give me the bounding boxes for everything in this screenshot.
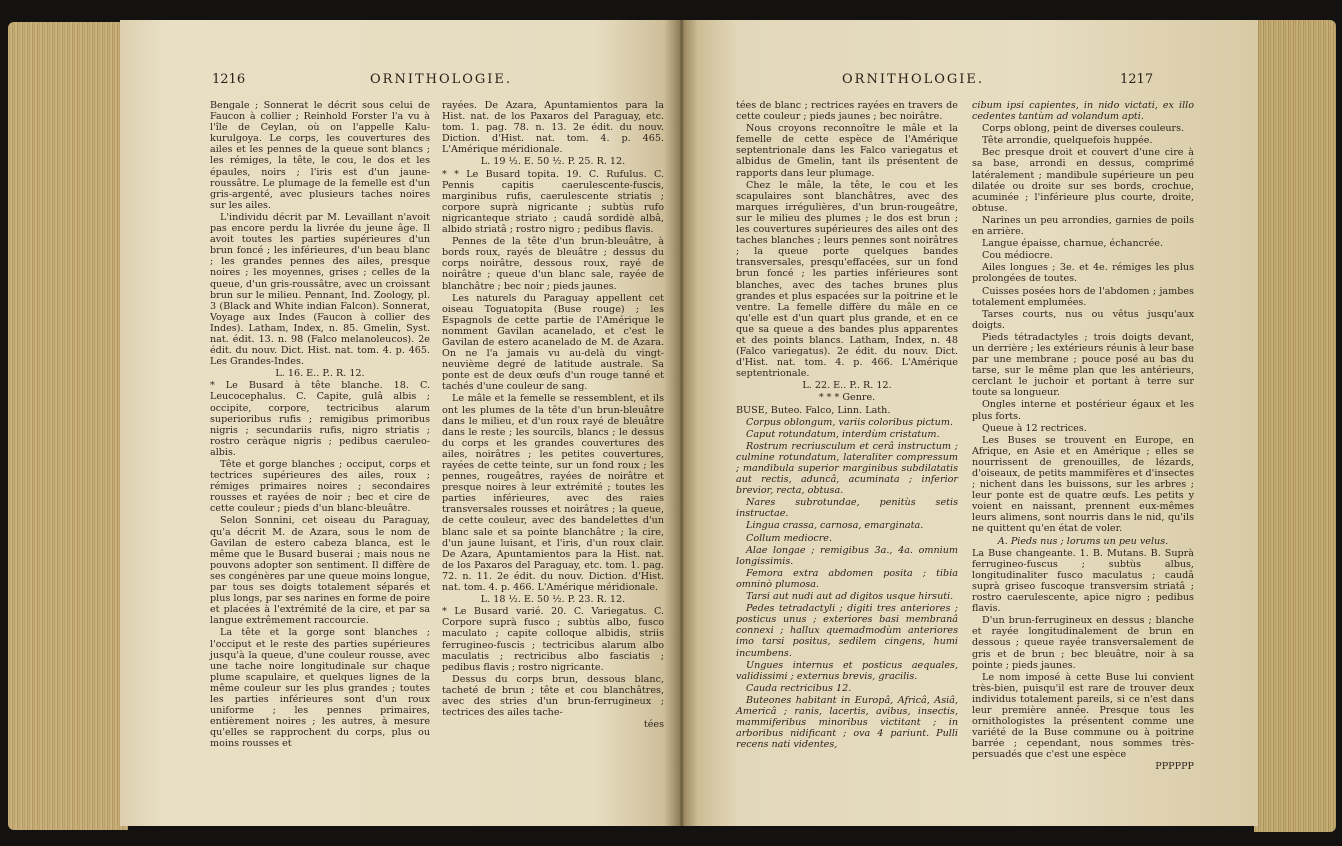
right-page-edges [1254, 20, 1336, 832]
right-column-2 [972, 100, 1194, 774]
paragraph: rayées. De Azara, Apuntamientos para la Hist. nat. de los Paxaros del Paraguay, etc. tom. 1. pag. 78. n. 13. 2e édit. du nouv. Diction. d'Hist. nat. tom. 4. p. 465. L'Amérique méridionale. [442, 100, 664, 156]
paragraph: Pennes de la tête d'un brun-bleuâtre, à bords roux, rayés de bleuâtre ; dessus du corps noirâtre, dessous roux, rayé de noirâtre ; queue d'un blanc sale, rayée de blanchâtre ; bec noir ; pieds jaunes. [442, 236, 664, 292]
latin-line: Tarsi aut nudi aut ad digitos usque hirsuti. [746, 591, 954, 603]
paragraph: Les naturels du Paraguay appellent cet oiseau Toguatopita (Buse rouge) ; les Espagnols de cette partie de l'Amérique le nomment Gavilan acanelado, et c'est le Gavilan de estero acanelado de M. de Azara. On ne l'a jamais vu au-delà du vingt-neuvième degré de latitude australe. Sa ponte est de deux œufs d'un rouge tanné et tachés d'une couleur de sang. [442, 292, 664, 393]
paragraph: Ailes longues ; 3e. et 4e. rémiges les plus prolongées de toutes. [972, 262, 1194, 285]
latin-line: Alae longae ; remigibus 3a., 4a. omnium longissimis. [736, 544, 958, 567]
paragraph: D'un brun-ferrugineux en dessus ; blanche et rayée longitudinalement de brun en dessous ; queue rayée transversalement de gris et de brun ; bec bleuâtre, noir à sa pointe ; pieds jaunes. [972, 615, 1194, 671]
section-heading: A. Pieds nus ; lorums un peu velus. [997, 535, 1169, 547]
latin-line: Collum mediocre. [746, 532, 833, 544]
left-page-edges [8, 22, 128, 830]
paragraph: Le mâle et la femelle se ressemblent, et ils ont les plumes de la tête d'un brun-bleuâtre dans le milieu, et d'un roux rayé de bleuâtre dans le reste ; les sourcils, blancs ; le dessus du corps et les grandes couvertures des ailes, noirâtres ; les petites couvertures, rayées de cette teinte, sur un fond roux ; les pennes, rougeâtres, rayées de noirâtre et presque noires à leur extrémité ; toutes les parties inférieures, avec des raies transversales rousses et noirâtres ; la queue, de cette couleur, avec des bandelettes d'un blanc sale et sa pointe blanchâtre ; la cire, d'un jaune luisant, et l'iris, d'un roux clair. De Azara, Apuntamientos para la Hist. nat. de los Paxaros del Paraguay, etc. tom. 1. pag. 72. n. 11. 2e édit. du nouv. Diction. d'Hist. nat. tom. 4. p. 466. L'Amérique méridionale. [442, 393, 664, 594]
right-page-number: 1217 [1120, 72, 1154, 87]
species-heading: * Le Busard varié. 20. C. Variegatus. C. Corpore suprà fusco ; subtùs albo, fusco maculato ; capite colloque albidis, striis ferrugineo-fuscis ; tectricibus alarum albo maculatis ; rectricibus albo fasciatis ; pedibus flavis ; rostro nigricante. [442, 606, 664, 673]
paragraph: Chez le mâle, la tête, le cou et les scapulaires sont blanchâtres, avec des marques irrégulières, d'un brun-rougeâtre, sur le milieu des plumes ; le dos est brun ; les couvertures supérieures des ailes ont des taches blanches ; leurs pennes sont noirâtres ; la queue porte quelques bandes transversales, presqu'effacées, sur un fond brun foncé ; les parties inférieures sont blanches, avec des taches brunes plus grandes et plus espacées sur la poitrine et le ventre. La femelle diffère du mâle en ce qu'elle est d'un quart plus grande, et en ce que sa queue a des bandes plus apparentes et des points blancs. Latham, Index, n. 48 (Falco variegatus). 2e édit. du nouv. Dict. d'Hist. nat. tom. 4. p. 466. L'Amérique septentrionale. [736, 179, 958, 380]
paragraph: Dessus du corps brun, dessous blanc, tacheté de brun ; tête et cou blanchâtres, avec des stries d'un brun-ferrugineux ; tectrices des ailes tache- [442, 673, 664, 719]
left-column-1 [210, 100, 430, 750]
latin-line: Nares subrotundae, penitùs setis instructae. [736, 497, 958, 520]
species-heading: La Buse changeante. 1. B. Mutans. B. Suprà ferrugineo-fuscus ; subtùs albus, longitudinaliter fusco maculatus ; caudâ suprà griseo fuscoque transversim striatâ ; rostro caerulescente, apice nigro ; pedibus flavis. [972, 547, 1194, 615]
paragraph: Langue épaisse, charnue, échancrée. [982, 238, 1164, 250]
paragraph: Selon Sonnini, cet oiseau du Paraguay, qu'a décrit M. de Azara, sous le nom de Gavilan de estero cabeza blanca, est le même que le Busard buserai ; mais nous ne pouvons adopter son sentiment. Il diffère de ses congénères par une queue moins longue, par tous ses doigts totalement séparés et plus longs, par ses narines en forme de poire et placées à l'extrémité de la cire, et par sa langue extrêmement raccourcie. [210, 515, 430, 627]
latin-line: Corpus oblongum, variis coloribus pictum. [746, 416, 953, 428]
paragraph: Nous croyons reconnoître le mâle et la femelle de cette espèce de l'Amérique septentrionale dans les Falco variegatus et albidus de Gmelin, tant ils présentent de rapports dans leur plumage. [736, 123, 958, 179]
paragraph: Ongles interne et postérieur égaux et les plus forts. [972, 399, 1194, 422]
species-heading: * Le Busard à tête blanche. 18. C. Leucocephalus. C. Capite, gulâ albis ; occipite, corpore, tectricibus alarum superioribus rufis ; remigibus primoribus nigris ; secundariis rufis, nigro striatis ; rostro ceràque nigris ; pedibus caeruleo-albis. [210, 380, 430, 458]
latin-line: Ungues internus et posticus aequales, validissimi ; externus brevis, gracilis. [736, 659, 958, 682]
latin-line: Femora extra abdomen posita ; tibia omninò plumosa. [736, 567, 958, 590]
left-page [120, 20, 680, 826]
paragraph: La tête et la gorge sont blanches ; l'occiput et le reste des parties supérieures jusqu'à la queue, d'une couleur rousse, avec une tache noire longitudinale sur chaque plume scapulaire, et quelques lignes de la même couleur sur les plus grandes ; toutes les parties inférieures sont d'un roux uniforme ; les pennes primaires, entièrement noires ; les autres, à mesure qu'elles se rapprochent du corps, plus ou moins rousses et [210, 627, 430, 750]
species-heading: * * Le Busard topita. 19. C. Rufulus. C. Pennis capitis caerulescente-fuscis, marginibus rufis, caerulescente striatis ; corpore suprà nigricante ; subtùs rufo nigricanteque striato ; caudâ sordidè albâ, albido striatâ ; rostro nigro ; pedibus flavis. [442, 168, 664, 236]
latin-line: Pedes tetradactyli ; digiti tres anteriores ; posticus unus ; exteriores basi membranâ connexi ; hallux quemadmodùm anteriores imo tarsi positus, sedilem cingens, humi incumbens. [736, 603, 958, 659]
paragraph: Les Buses se trouvent en Europe, en Afrique, en Asie et en Amérique ; elles se nourrissent de grenouilles, de lézards, d'oiseaux, de petits mammifères et d'insectes ; nichent dans les buissons, sur les arbres ; leur ponte est de quatre œufs. Les petits y voient en naissant, prennent eux-mêmes leurs alimens, sont nourris dans le nid, qu'ils ne quittent qu'en état de voler. [972, 434, 1194, 535]
paragraph: L'individu décrit par M. Levaillant n'avoit pas encore perdu la livrée du jeune âge. Il avoit toutes les parties supérieures d'un brun foncé ; les inférieures, d'un beau blanc ; les grandes pennes des ailes, presque noires ; les moyennes, grises ; celles de la queue, d'un gris-roussâtre, avec un croissant brun sur le milieu. Pennant, Ind. Zoology, pl. 3 (Black and White indian Falcon). Sonnerat, Voyage aux Indes (Faucon à collier des Indes). Latham, Index, n. 85. Gmelin, Syst. nat. édit. 13. n. 98 (Falco melanoleucos). 2e édit. du nouv. Dict. Hist. nat. tom. 4. p. 465. Les Grandes-Indes. [210, 211, 430, 368]
paragraph: Pieds tétradactyles ; trois doigts devant, un derrière ; les extérieurs réunis à leur base par une membrane ; pouce posé au bas du tarse, sur le même plan que les antérieurs, cerclant le juchoir et portant à terre sur toute sa longueur. [972, 331, 1194, 399]
right-page [680, 20, 1258, 826]
left-running-head: ORNITHOLOGIE. [370, 72, 513, 87]
measurements: L. 16. E.. P.. R. 12. [275, 368, 365, 380]
signature-mark: PPPPPP [1155, 761, 1194, 773]
paragraph: Tarses courts, nus ou vêtus jusqu'aux doigts. [972, 308, 1194, 331]
genus-heading: * * * Genre. [818, 392, 876, 404]
left-column-2 [442, 100, 664, 731]
measurements: L. 19 ½. E. 50 ½. P. 25. R. 12. [480, 156, 626, 168]
latin-line: Caput rotundatum, interdùm cristatum. [746, 428, 940, 440]
paragraph: Queue à 12 rectrices. [982, 422, 1087, 434]
paragraph: Cou médiocre. [982, 250, 1053, 262]
latin-line: Lingua crassa, carnosa, emarginata. [746, 520, 924, 532]
latin-line: Rostrum recriusculum et cerâ instructum ; culmine rotundatum, lateraliter compressum ; mandibula superior marginibus subdilatatis aut rectis, aduncâ, acuminata ; inferior brevior, recta, obtusa. [736, 440, 958, 497]
paragraph: Tête et gorge blanches ; occiput, corps et tectrices supérieures des ailes, roux ; rémiges primaires noires ; secondaires rousses et rayées de noir ; bec et cire de cette couleur ; pieds d'un blanc-bleuâtre. [210, 459, 430, 515]
right-column-1 [736, 100, 958, 751]
catchword: tées [643, 719, 664, 731]
measurements: L. 22. E.. P.. R. 12. [802, 380, 892, 392]
paragraph: Cuisses posées hors de l'abdomen ; jambes totalement emplumées. [972, 285, 1194, 308]
paragraph: Le nom imposé à cette Buse lui convient très-bien, puisqu'il est rare de trouver deux individus totalement pareils, si ce n'est dans leur première année. Presque tous les ornithologistes la présentent comme une variété de la Buse commune ou à poitrine barrée ; cependant, nous sommes très-persuadés que c'est une espèce [972, 671, 1194, 761]
genus-title: BUSE, Buteo. Falco, Linn. Lath. [736, 404, 891, 416]
paragraph: Bengale ; Sonnerat le décrit sous celui de Faucon à collier ; Reinhold Forster l'a vu à l'île de Ceylan, où on l'appelle Kalu-kurulgoya. Le corps, les couvertures des ailes et les pennes de la queue sont blancs ; les rémiges, la tête, le cou, le dos et les épaules, noirs ; l'iris est d'un jaune-roussâtre. Le plumage de la femelle est d'un gris-argenté, avec plusieurs taches noires sur les ailes. [210, 100, 430, 211]
latin-line: Buteones habitant in Europâ, Africâ, Asiâ, Americâ ; ranis, lacertis, avibus, insectis, mammiferibus minoribus victitant ; in arboribus nidificant ; ova 4 pariunt. Pulli recens nati videntes, [736, 694, 958, 751]
latin-line: cibum ipsi capientes, in nido victati, ex illo cedentes tantùm ad volandum apti. [972, 100, 1194, 123]
latin-line: Cauda rectricibus 12. [746, 682, 852, 694]
paragraph: Narines un peu arrondies, garnies de poils en arrière. [972, 214, 1194, 238]
paragraph: Bec presque droit et couvert d'une cire à sa base, arrondi en dessus, comprimé latéralement ; mandibule supérieure un peu dilatée ou droite sur ses bords, crochue, acuminée ; l'inférieure plus courte, droite, obtuse. [972, 147, 1194, 214]
left-page-number: 1216 [212, 72, 246, 87]
paragraph: Corps oblong, peint de diverses couleurs. [982, 123, 1185, 135]
book-gutter [664, 20, 698, 826]
measurements: L. 18 ½. E. 50 ½. P. 23. R. 12. [480, 594, 626, 606]
paragraph: Tête arrondie, quelquefois huppée. [982, 135, 1153, 147]
right-running-head: ORNITHOLOGIE. [842, 72, 985, 87]
paragraph: tées de blanc ; rectrices rayées en travers de cette couleur ; pieds jaunes ; bec noirâtre. [736, 100, 958, 123]
